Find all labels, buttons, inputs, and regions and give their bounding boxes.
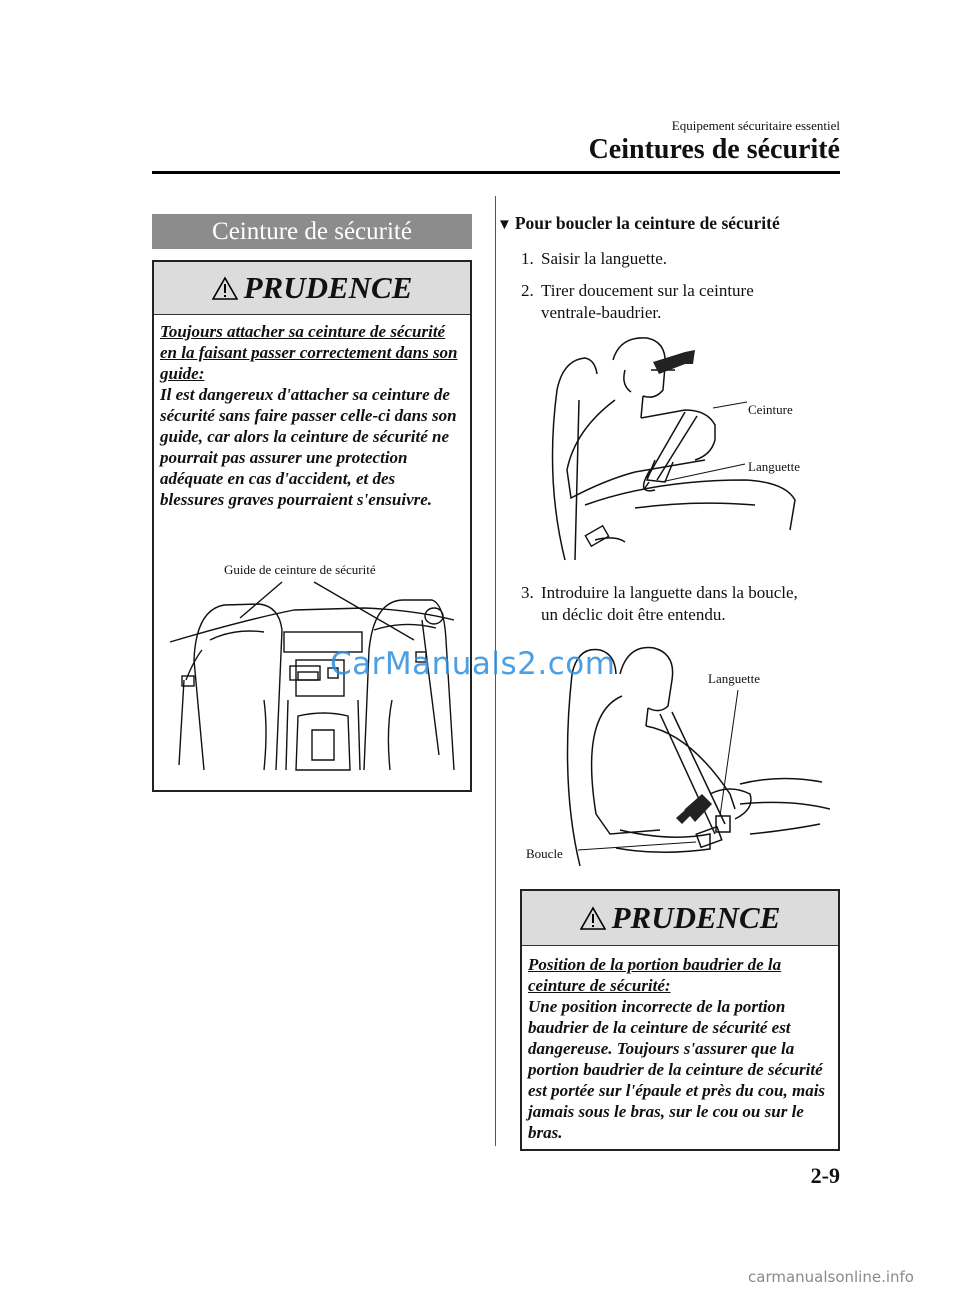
caution-text: [522, 946, 838, 1143]
step-3: [521, 582, 798, 626]
caution-text: [154, 315, 470, 510]
caution-lead: Toujours attacher sa ceinture de sécurité en la faisant passer correctement dans son guide:: [160, 322, 458, 383]
callout-tongue-2: Languette: [708, 671, 760, 686]
footer-watermark: carmanualsonline.info: [748, 1268, 914, 1286]
caution-label: PRUDENCE: [243, 270, 413, 305]
caution-label: PRUDENCE: [611, 900, 781, 935]
triangle-bullet-icon: ▼: [497, 217, 512, 233]
step-2-text-cont: ventrale-baudrier.: [541, 303, 662, 322]
caution-lead: Position de la portion baudrier de la ceinture de sécurité:: [528, 955, 782, 995]
subheading-buckle: [497, 213, 780, 234]
caution-body: Une position incorrecte de la portion baudrier de la ceinture de sécurité est dangereuse. Toujours s'assurer que la portion baudrier de la ceinture de sécurité est portée sur l'épaule et près du cou, mais jamais sous le bras, sur le cou ou sur le bras.: [528, 997, 826, 1142]
step-3-number: 3.: [521, 583, 534, 602]
caution-header: [154, 262, 470, 315]
subheading-text: Pour boucler la ceinture de sécurité: [514, 213, 780, 233]
step-1: [521, 248, 667, 270]
page-title: Ceintures de sécurité: [588, 134, 840, 165]
step-1-text: Saisir la languette.: [541, 249, 668, 268]
header-rule: [152, 171, 840, 174]
caution-box-left: [152, 260, 472, 792]
page-number: 2-9: [810, 1163, 840, 1188]
caution-body: Il est dangereux d'attacher sa ceinture de sécurité sans faire passer celle-ci dans son guide, car alors la ceinture de sécurité ne pourrait pas assurer une protection adéquate en cas d'accident, et des blessures graves pourraient s'ensuivre.: [160, 385, 457, 509]
step-3-text-cont: un déclic doit être entendu.: [541, 605, 726, 624]
callout-tongue-1: Languette: [748, 459, 800, 474]
section-title-bar: Ceinture de sécurité: [152, 214, 472, 249]
pull-belt-illustration: [535, 330, 835, 570]
step-2-number: 2.: [521, 281, 534, 300]
warning-triangle-icon: [212, 276, 238, 300]
warning-triangle-icon: [580, 906, 606, 930]
caution-header: [522, 891, 838, 946]
header-section-label: Equipement sécuritaire essentiel: [671, 118, 840, 133]
step-2: [521, 280, 754, 324]
step-2-text: Tirer doucement sur la ceinture: [541, 281, 754, 300]
step-3-text: Introduire la languette dans la boucle,: [541, 583, 798, 602]
figure-callout-guide: Guide de ceinture de sécurité: [224, 562, 376, 577]
caution-box-right: [520, 889, 840, 1151]
watermark-text: CarManuals2.com: [330, 646, 616, 682]
callout-buckle: Boucle: [526, 846, 563, 861]
step-1-number: 1.: [521, 249, 534, 268]
callout-belt: Ceinture: [748, 402, 793, 417]
